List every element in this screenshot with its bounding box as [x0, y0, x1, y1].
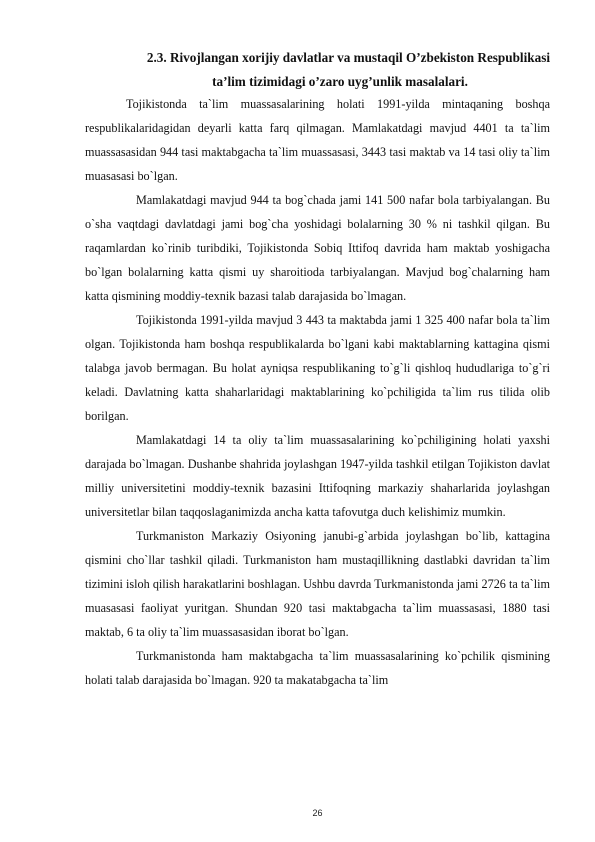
- section-heading-line-2: ta’lim tizimidagi o’zaro uyg’unlik masalalari.: [212, 74, 468, 89]
- paragraph: Turkmaniston Markaziy Osiyoning janubi-g`arbida joylashgan bo`lib, kattagina qismini cho`llar tashkil qiladi. Turkmaniston ham mustaqillikning dastlabki davridan ta`lim tizimini isloh qilish harakatlarini boshlagan. Ushbu davrda Turkmanistonda jami 2726 ta ta`lim muasasasi faoliyat yuritgan. Shundan 920 tasi maktabgacha ta`lim muassasasi, 1880 tasi maktab, 6 ta oliy ta`lim muassasasidan iborat bo`lgan.: [85, 529, 550, 639]
- document-body: [85, 92, 550, 692]
- paragraph: Mamlakatdagi 14 ta oliy ta`lim muassasalarining ko`pchiligining holati yaxshi darajada bo`lmagan. Dushanbe shahrida joylashgan 1947-yilda tashkil etilgan Tojikiston davlat milliy universitetini moddiy-texnik bazasini Ittifoqning markaziy shaharlarida joylashgan universitetlar bilan taqqoslaganimizda ancha katta tafovutga duch kelishimiz mumkin.: [85, 433, 550, 519]
- paragraph: Turkmanistonda ham maktabgacha ta`lim muassasalarining ko`pchilik qismining holati talab darajasida bo`lmagan. 920 ta makatabgacha ta`lim: [85, 649, 550, 687]
- paragraph: Tojikistonda ta`lim muassasalarining holati 1991-yilda mintaqaning boshqa respublikalaridagidan deyarli katta farq qilmagan. Mamlakatdagi mavjud 4401 ta ta`lim muassasasidan 944 tasi maktabgacha ta`lim muassasasi, 3443 tasi maktab va 14 tasi oliy ta`lim muasasasi bo`lgan.: [85, 97, 550, 183]
- section-heading-line-1: 2.3. Rivojlangan xorijiy davlatlar va mustaqil O’zbekiston Respublikasi: [146, 50, 550, 65]
- section-heading: [110, 46, 550, 94]
- paragraph: Tojikistonda 1991-yilda mavjud 3 443 ta maktabda jami 1 325 400 nafar bola ta`lim olgan. Tojikistonda ham boshqa respublikalarda bo`lgani kabi maktablarning kattagina qismi talabga javob bermagan. Bu holat ayniqsa respublikaning to`g`li qishloq hududlariga to`g`ri keladi. Davlatning katta shaharlaridagi maktablarining ko`pchiligida ta`lim rus tilida olib borilgan.: [85, 313, 550, 423]
- paragraph: Mamlakatdagi mavjud 944 ta bog`chada jami 141 500 nafar bola tarbiyalangan. Bu o`sha vaqtdagi davlatdagi jami bog`cha yoshidagi bolalarning 30 % ni tashkil qilgan. Bu raqamlardan ko`rinib turibdiki, Tojikistonda Sobiq Ittifoq davrida ham maktab yoshigacha bo`lgan bolalarning katta qismi uy sharoitioda tarbiyalangan. Mavjud bog`chalarning ham katta qismining moddiy-texnik bazasi talab darajasida bo`lmagan.: [85, 193, 550, 303]
- page-number: 26: [312, 808, 323, 818]
